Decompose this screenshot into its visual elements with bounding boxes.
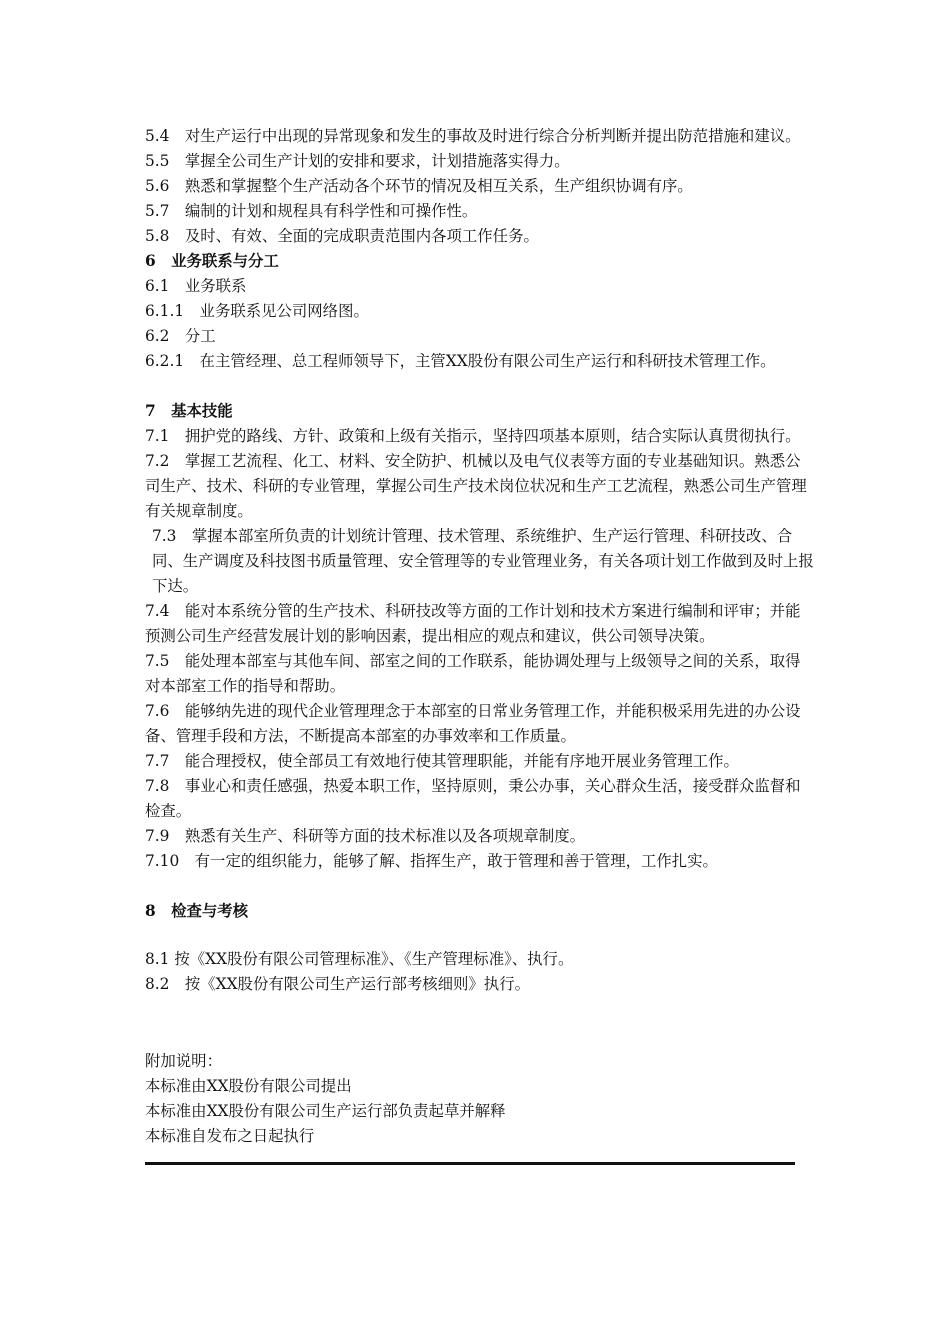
clause-7-2: 7.2 掌握工艺流程、化工、材料、安全防护、机械以及电气仪表等方面的专业基础知识。熟悉公司生产、技术、科研的专业管理，掌握公司生产技术岗位状况和生产工艺流程，熟悉公司生产管理有关规章制度。: [145, 452, 807, 520]
spacer: [145, 924, 815, 947]
document-body: [145, 124, 815, 1149]
clause-5-4: 5.4 对生产运行中出现的异常现象和发生的事故及时进行综合分析判断并提出防范措施和建议。: [145, 127, 801, 145]
spacer: [145, 997, 815, 1049]
clause-5-7: 5.7 编制的计划和规程具有科学性和可操作性。: [145, 202, 478, 220]
clause-6-2-1: 6.2.1 在主管经理、总工程师领导下，主管XX股份有限公司生产运行和科研技术管理工作。: [145, 352, 776, 370]
clause-8-1: 8.1 按《XX股份有限公司管理标准》、《生产管理标准》、执行。: [145, 950, 574, 968]
clause-7-5: 7.5 能处理本部室与其他车间、部室之间的工作联系，能协调处理与上级领导之间的关系，取得对本部室工作的指导和帮助。: [145, 652, 801, 695]
clause-7-8: 7.8 事业心和责任感强，热爱本职工作，坚持原则，秉公办事，关心群众生活，接受群众监督和检查。: [145, 777, 801, 820]
clause-6-2: 6.2 分工: [145, 327, 216, 345]
appendix-line-proposed: 本标准由XX股份有限公司提出: [145, 1077, 352, 1095]
spacer: [145, 374, 815, 399]
clause-5-5: 5.5 掌握全公司生产计划的安排和要求，计划措施落实得力。: [145, 152, 570, 170]
clause-5-8: 5.8 及时、有效、全面的完成职责范围内各项工作任务。: [145, 227, 539, 245]
clause-7-7: 7.7 能合理授权，使全部员工有效地行使其管理职能，并能有序地开展业务管理工作。: [145, 752, 739, 770]
clause-7-1: 7.1 拥护党的路线、方针、政策和上级有关指示，坚持四项基本原则，结合实际认真贯彻执行。: [145, 427, 801, 445]
appendix-line-effective: 本标准自发布之日起执行: [145, 1127, 315, 1145]
clause-7-9: 7.9 熟悉有关生产、科研等方面的技术标准以及各项规章制度。: [145, 827, 586, 845]
appendix-divider-rule: [145, 1162, 795, 1165]
clause-6-1-1: 6.1.1 业务联系见公司网络图。: [145, 302, 369, 320]
spacer: [145, 874, 815, 899]
appendix-line-drafted: 本标准由XX股份有限公司生产运行部负责起草并解释: [145, 1102, 506, 1120]
section-7-heading: 7 基本技能: [145, 402, 233, 420]
clause-8-2: 8.2 按《XX股份有限公司生产运行部考核细则》执行。: [145, 975, 530, 993]
appendix-label: 附加说明：: [145, 1052, 222, 1070]
section-6-heading: 6 业务联系与分工: [145, 252, 279, 270]
clause-7-10: 7.10 有一定的组织能力，能够了解、指挥生产，敢于管理和善于管理，工作扎实。: [145, 852, 718, 870]
clause-7-6: 7.6 能够纳先进的现代企业管理理念于本部室的日常业务管理工作，并能积极采用先进的办公设备、管理手段和方法，不断提高本部室的办事效率和工作质量。: [145, 702, 801, 745]
clause-7-4: 7.4 能对本系统分管的生产技术、科研技改等方面的工作计划和技术方案进行编制和评审；并能预测公司生产经营发展计划的影响因素，提出相应的观点和建议，供公司领导决策。: [145, 602, 801, 645]
section-8-heading: 8 检查与考核: [145, 902, 249, 920]
clause-7-3: 7.3 掌握本部室所负责的计划统计管理、技术管理、系统维护、生产运行管理、科研技改、合同、生产调度及科技图书质量管理、安全管理等的专业管理业务，有关各项计划工作做到及时上报下达。: [152, 527, 814, 595]
clause-5-6: 5.6 熟悉和掌握整个生产活动各个环节的情况及相互关系，生产组织协调有序。: [145, 177, 693, 195]
clause-6-1: 6.1 业务联系: [145, 277, 247, 295]
